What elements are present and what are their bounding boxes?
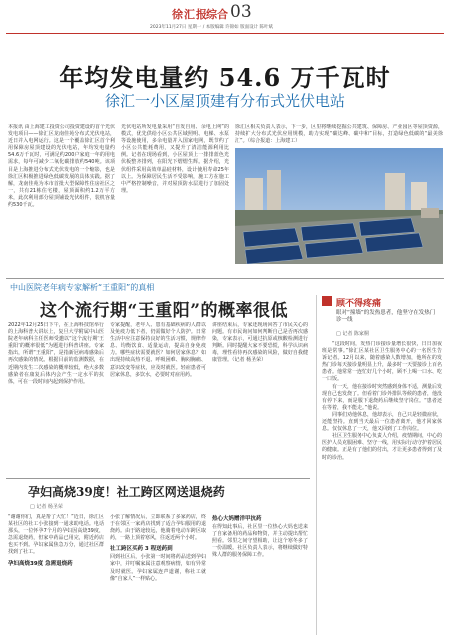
story3-col-2: [110, 514, 206, 636]
lead-col-1: 本报讯 由上海建工投资公司投资建设的首个光伏发电项目——徐汇区龙南佳苑分布式光伏电站，近日并入电网运行。这是一个覆盖徐汇区首个利用保障房屋顶建设的光伏电站，年均发电量约54.6万千瓦时，可满足约200户家庭一年的用电需求，每年可减少二氧化碳排放约540吨。该项目是上海推进分布式光伏发电的一个缩影，也是徐汇区积极推进绿色低碳发展的具体实践。据了解，龙南佳苑为本市首批大型保障性住房社区之一，共有21栋住宅楼，屋顶面积约1.2万平方米，此次利用部分屋顶铺设光伏组件，装机容量约530千瓦。: [8, 124, 115, 209]
solar-rooftop-image: [235, 148, 443, 264]
story3-byline: □ 记者 杨圣荣: [30, 504, 63, 510]
feature-title: 顾不得疼痛: [336, 299, 382, 309]
feature-para-3: 同事们劝他休息，他却表示，自己只是轻微症状，还能坚持。直到当天最后一位患者离开，他才回家休息。仅仅休息了一天，他又回到了工作岗位。: [322, 411, 442, 433]
story-divider: [6, 478, 310, 479]
feature-para-2: 有一天，他在接诊时突然感到身体不适，测量后发现自己也发烧了。但看着门诊外排队等候的患者，他没有停下来，而是服下退烧药后继续坚守岗位。“患者还在等着，我不能走。”他说。: [322, 383, 442, 411]
page-number: 03: [230, 2, 252, 22]
story3-col1-text: “谢谢你们，真是帮了大忙！”近日，徐汇区某社区的社工小张接到一通求助电话。电话那头，一位怀孕7个月的孕妇因高烧39度，急需退烧药，但家中药品已用完，附近药店也买不到。孕妇家属焦急万分，通过社区群找到了社工。: [8, 514, 104, 556]
feature-byline: □ 记者 陈家桐: [336, 331, 369, 337]
issue-meta: 2023年11月27日 星期一 / 本版编辑 许锦如 版面设计 陈叶斌: [150, 25, 274, 30]
story3-col-1: [8, 514, 104, 636]
lead-col-2: 光伏电站所发电量采用“自发自用、余电上网”的模式，优先供给小区公共区域照明、电梯、水泵等设施使用，多余电量并入国家电网，既节约了小区公共能耗费用，又提升了清洁能源利用比例。记者在现场看到，小区屋顶上一排排蓝色光伏板整齐排列，在阳光下熠熠生辉。据介绍，光伏组件采用高效单晶硅材料，设计使用寿命25年以上。为保障居民生活不受影响，施工方在施工中严格控制噪音，并对屋顶防水层进行了加固处理。: [121, 124, 229, 194]
solar-photo: [235, 148, 443, 264]
story2-col-1: 2022年12月25日下午，在上海科技馆举行的上海科普大讲坛上，复旦大学附属中山医院老年病科主任医师受邀以“这个流行期‘王重阳’的概率很低”为题进行科普讲座。专家指出，所谓“王重阳”，是指新冠病毒感染后再次感染的情况。根据目前的监测数据，在近期内发生二次感染的概率较低，绝大多数感染者在康复后体内会产生一定水平的抗体，可在一段时间内起到保护作用。: [8, 322, 104, 385]
header-rule: [6, 33, 444, 34]
lead-subheadline: 徐汇一小区屋顶建有分布式光伏电站: [104, 92, 345, 110]
story2-col-2: 专家提醒，老年人、患有基础疾病的人群以及免疫力低下者，仍需做好个人防护。日常生活中应注意保持良好的生活习惯，规律作息、均衡饮食、适量运动，提高自身免疫力。哪些症状需要就医？如何居家休息？如出现持续高热不退、呼吸困难、胸闷胸痛、意识改变等症状，应及时就医。轻症患者可居家休息，多饮水，必要时对症用药。: [110, 322, 206, 378]
story3-col3-text: 回到社区后，小张第一时间将药品送到孕妇家中，并叮嘱家属注意观察病情，如有异常及时就医。孕妇家属连声道谢，称社工就像“自家人”一样贴心。: [110, 554, 206, 582]
feature-marker: [322, 296, 332, 306]
story3-col-3: [212, 514, 308, 636]
story2-kicker: 中山医院老年病专家解析“王重阳”的真相: [10, 283, 155, 292]
story2-headline: 这个流行期“王重阳”的概率很低: [40, 301, 289, 321]
feature-para-1: “这段时间，发热门诊接诊量增长很快，日日加夜班是常事。”徐汇区某社区卫生服务中心的一名医生告诉记者。12月以来，随着感染人数增加，他所在的发热门诊每天接诊量明显上升，最多时一天要接诊上百名患者。他常常一连忙好几个小时，顾不上喝一口水、吃一口饭。: [322, 341, 442, 383]
feature-deck: 眼对“撞墙”的发热患者，他坚守在发热门诊一线: [336, 310, 436, 323]
story3-headline: 孕妇高烧39度！社工跨区网送退烧药: [28, 485, 225, 499]
story2-col-3: 讲座结束后，专家还现场回答了市民关心的问题。有市民询问如何判断自己是否再次感染，专家表示，可通过抗原或核酸检测进行判断。同时提醒大家不要恐慌，科学认识病毒，理性看待再次感染的风险，做好自我健康管理。（记者 杨圣荣）: [212, 322, 308, 364]
section-divider: [6, 278, 444, 279]
lead-headline: 年均发电量约 54.6 万千瓦时: [59, 63, 391, 92]
feature-body: [322, 341, 442, 635]
section-name: 综合: [206, 8, 228, 21]
masthead-logo: 徐汇报: [172, 8, 208, 21]
story3-sub-1: 孕妇高烧39度 急需退烧药: [8, 560, 73, 567]
story3-sub-2: 社工跨区买药 3 程送药到: [110, 546, 173, 553]
feature-para-4: 社区卫生服务中心负责人介绍，疫情期间，中心的医护人员克服困难、坚守一线，用实际行动守护着居民的健康。正是有了他们的付出，才让更多患者得到了及时的诊治。: [322, 433, 442, 461]
story3-col4-text: 在得知此事后，社区里一位热心大妈也送来了自家备用的药品和物资，并主动提出帮忙照看。邻里之间守望相助，让这个寒冬多了一份温暖。社区负责人表示，将继续做好特殊人群的服务保障工作。: [212, 524, 308, 559]
story3-sub-3: 热心大妈赠洋甲抗药: [212, 516, 262, 522]
story3-col2-text: 小张了解情况后，立即联系了多家药店，终于在邻区一家药店找到了适合孕妇服用的退烧药。由于路途较远，他骑着电动车跨区取药，一路上顶着寒风，往返近两个小时。: [110, 514, 206, 542]
lead-col-3: 徐汇区相关负责人表示，下一步，区里将继续挖掘公共建筑、保障房、产业园区等屋顶资源，持续扩大分布式光伏应用规模，助力实现“碳达峰、碳中和”目标，打造绿色低碳的“最美徐汇”。（综合报道：上海建工）: [235, 124, 443, 145]
